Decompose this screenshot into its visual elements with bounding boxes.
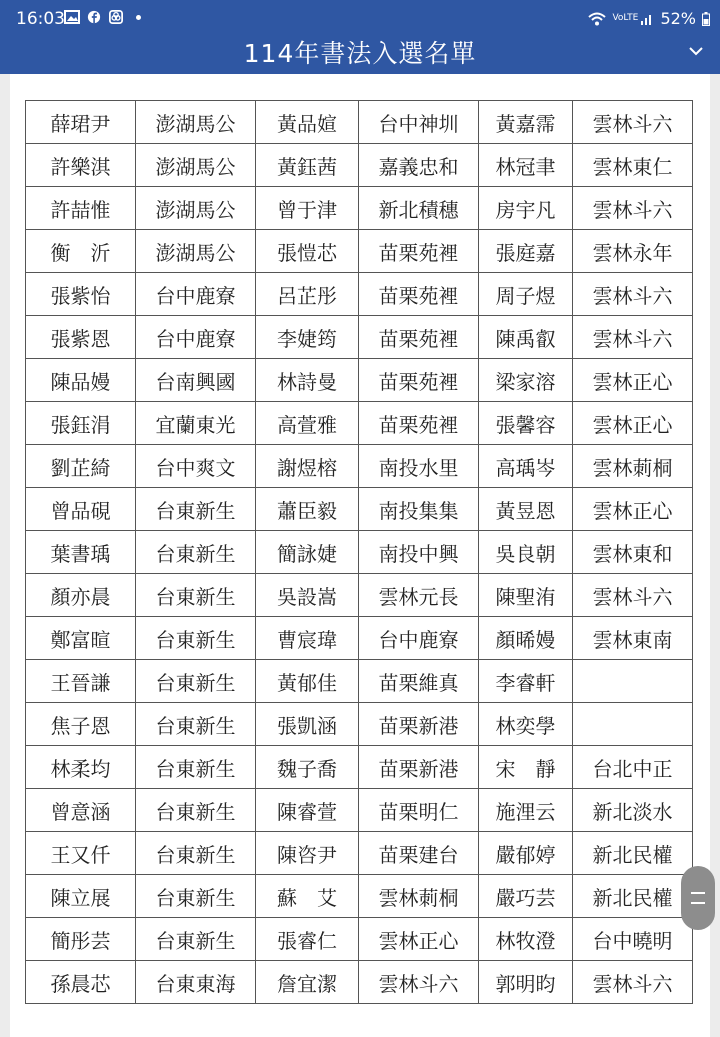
student-name-cell: 謝煜榕 (256, 445, 359, 488)
table-row (26, 574, 693, 617)
student-name-cell: 曾意涵 (26, 789, 136, 832)
school-region-cell: 台東新生 (136, 703, 256, 746)
student-name-cell: 薛珺尹 (26, 101, 136, 144)
student-name-cell: 李婕筠 (256, 316, 359, 359)
student-name-cell: 林詩曼 (256, 359, 359, 402)
student-name-cell: 吳設嵩 (256, 574, 359, 617)
student-name-cell: 梁家溶 (479, 359, 573, 402)
school-region-cell: 台東新生 (136, 875, 256, 918)
student-name-cell: 陳聖洧 (479, 574, 573, 617)
student-name-cell: 王晉謙 (26, 660, 136, 703)
table-row (26, 617, 693, 660)
student-name-cell: 焦子恩 (26, 703, 136, 746)
scroll-handle[interactable] (681, 866, 715, 930)
student-name-cell: 許喆惟 (26, 187, 136, 230)
student-name-cell: 陳睿萱 (256, 789, 359, 832)
school-region-cell: 澎湖馬公 (136, 230, 256, 273)
student-name-cell: 吳良朝 (479, 531, 573, 574)
student-name-cell: 黃郁佳 (256, 660, 359, 703)
student-name-cell: 林冠聿 (479, 144, 573, 187)
table-row (26, 359, 693, 402)
student-name-cell: 陳咨尹 (256, 832, 359, 875)
school-region-cell: 苗栗苑裡 (359, 402, 479, 445)
student-name-cell: 許樂淇 (26, 144, 136, 187)
student-name-cell: 簡彤芸 (26, 918, 136, 961)
school-region-cell: 台中鹿寮 (136, 316, 256, 359)
school-region-cell: 雲林正心 (573, 488, 693, 531)
student-name-cell: 呂芷彤 (256, 273, 359, 316)
school-region-cell: 台東新生 (136, 574, 256, 617)
table-row (26, 660, 693, 703)
school-region-cell: 雲林莿桐 (573, 445, 693, 488)
student-name-cell: 李睿軒 (479, 660, 573, 703)
school-region-cell: 南投水里 (359, 445, 479, 488)
student-name-cell: 鄭富暄 (26, 617, 136, 660)
school-region-cell: 台東新生 (136, 488, 256, 531)
notification-icons (64, 10, 141, 24)
table-row (26, 875, 693, 918)
table-row (26, 832, 693, 875)
school-region-cell: 雲林斗六 (573, 316, 693, 359)
school-region-cell: 雲林東和 (573, 531, 693, 574)
student-name-cell: 張愷芯 (256, 230, 359, 273)
school-region-cell (573, 703, 693, 746)
school-region-cell: 苗栗維真 (359, 660, 479, 703)
school-region-cell: 宜蘭東光 (136, 402, 256, 445)
school-region-cell: 台中鹿寮 (136, 273, 256, 316)
student-name-cell: 蘇 艾 (256, 875, 359, 918)
student-name-cell: 曾于津 (256, 187, 359, 230)
school-region-cell: 台東新生 (136, 617, 256, 660)
school-region-cell: 雲林東南 (573, 617, 693, 660)
school-region-cell: 澎湖馬公 (136, 101, 256, 144)
table-row (26, 144, 693, 187)
student-name-cell: 陳禹叡 (479, 316, 573, 359)
student-name-cell: 曾品硯 (26, 488, 136, 531)
school-region-cell: 台中鹿寮 (359, 617, 479, 660)
student-name-cell: 張鈺涓 (26, 402, 136, 445)
student-name-cell: 嚴郁婷 (479, 832, 573, 875)
chevron-down-icon[interactable] (688, 44, 704, 58)
school-region-cell: 台東新生 (136, 789, 256, 832)
student-name-cell: 郭明昀 (479, 961, 573, 1004)
school-region-cell: 苗栗新港 (359, 703, 479, 746)
school-region-cell: 台東新生 (136, 746, 256, 789)
school-region-cell: 新北淡水 (573, 789, 693, 832)
student-name-cell: 孫晨芯 (26, 961, 136, 1004)
table-row (26, 316, 693, 359)
school-region-cell: 南投中興 (359, 531, 479, 574)
table-row (26, 445, 693, 488)
signal-icon (640, 12, 654, 26)
student-name-cell: 顏亦晨 (26, 574, 136, 617)
school-region-cell: 雲林正心 (359, 918, 479, 961)
school-region-cell: 苗栗苑裡 (359, 359, 479, 402)
school-region-cell: 雲林斗六 (573, 187, 693, 230)
school-region-cell: 台東新生 (136, 918, 256, 961)
table-row (26, 703, 693, 746)
battery-percent: 52% (660, 9, 696, 28)
page-title: 114年書法入選名單 (243, 39, 477, 68)
student-name-cell: 陳品嫚 (26, 359, 136, 402)
school-region-cell: 台東新生 (136, 832, 256, 875)
status-bar (0, 0, 720, 36)
school-region-cell: 雲林斗六 (573, 961, 693, 1004)
student-name-cell: 張紫怡 (26, 273, 136, 316)
facebook-icon (86, 10, 102, 24)
gallery-icon (64, 10, 80, 24)
student-name-cell: 高萱雅 (256, 402, 359, 445)
student-name-cell: 葉書瑀 (26, 531, 136, 574)
student-name-cell: 宋 靜 (479, 746, 573, 789)
student-name-cell: 周子煜 (479, 273, 573, 316)
school-region-cell (573, 660, 693, 703)
table-row (26, 789, 693, 832)
school-region-cell: 雲林元長 (359, 574, 479, 617)
student-name-cell: 張睿仁 (256, 918, 359, 961)
table-row (26, 101, 693, 144)
awardee-table (25, 100, 693, 1004)
student-name-cell: 張庭嘉 (479, 230, 573, 273)
school-region-cell: 台中爽文 (136, 445, 256, 488)
student-name-cell: 張凱涵 (256, 703, 359, 746)
student-name-cell: 劉芷綺 (26, 445, 136, 488)
school-region-cell: 新北民權 (573, 875, 693, 918)
school-region-cell: 台中神圳 (359, 101, 479, 144)
student-name-cell: 林柔均 (26, 746, 136, 789)
table-row (26, 273, 693, 316)
student-name-cell: 林牧澄 (479, 918, 573, 961)
table-row (26, 961, 693, 1004)
wifi-icon (588, 12, 606, 26)
student-name-cell: 王又仟 (26, 832, 136, 875)
school-region-cell: 雲林斗六 (573, 101, 693, 144)
student-name-cell: 張紫恩 (26, 316, 136, 359)
school-region-cell: 台東東海 (136, 961, 256, 1004)
school-region-cell: 澎湖馬公 (136, 144, 256, 187)
school-region-cell: 苗栗新港 (359, 746, 479, 789)
student-name-cell: 林奕學 (479, 703, 573, 746)
more-notifications-dot (136, 15, 141, 20)
table-row (26, 402, 693, 445)
school-region-cell: 苗栗苑裡 (359, 230, 479, 273)
student-name-cell: 蕭臣毅 (256, 488, 359, 531)
table-row (26, 230, 693, 273)
school-region-cell: 台南興國 (136, 359, 256, 402)
app-icon (108, 10, 124, 24)
table-row (26, 187, 693, 230)
student-name-cell: 黃昱恩 (479, 488, 573, 531)
student-name-cell: 房宇凡 (479, 187, 573, 230)
handle-line (691, 892, 705, 894)
app-header (0, 0, 720, 74)
school-region-cell: 新北積穗 (359, 187, 479, 230)
table-row (26, 918, 693, 961)
student-name-cell: 簡詠婕 (256, 531, 359, 574)
school-region-cell: 嘉義忠和 (359, 144, 479, 187)
system-indicators (588, 9, 710, 28)
school-region-cell: 雲林斗六 (359, 961, 479, 1004)
school-region-cell: 雲林正心 (573, 359, 693, 402)
battery-icon (702, 12, 710, 26)
student-name-cell: 衡 沂 (26, 230, 136, 273)
school-region-cell: 雲林正心 (573, 402, 693, 445)
student-name-cell: 黃鈺茜 (256, 144, 359, 187)
school-region-cell: 苗栗苑裡 (359, 273, 479, 316)
table-row (26, 488, 693, 531)
school-region-cell: 苗栗苑裡 (359, 316, 479, 359)
school-region-cell: 雲林東仁 (573, 144, 693, 187)
school-region-cell: 台北中正 (573, 746, 693, 789)
network-type-label: VoLTE (612, 13, 639, 23)
student-name-cell: 黃嘉霈 (479, 101, 573, 144)
school-region-cell: 台東新生 (136, 531, 256, 574)
school-region-cell: 澎湖馬公 (136, 187, 256, 230)
student-name-cell: 高瑀岑 (479, 445, 573, 488)
student-name-cell: 張馨容 (479, 402, 573, 445)
student-name-cell: 施浬云 (479, 789, 573, 832)
handle-line (691, 902, 705, 904)
status-time: 16:03 (16, 9, 65, 29)
school-region-cell: 南投集集 (359, 488, 479, 531)
school-region-cell: 苗栗建台 (359, 832, 479, 875)
student-name-cell: 詹宜潔 (256, 961, 359, 1004)
school-region-cell: 新北民權 (573, 832, 693, 875)
student-name-cell: 魏子喬 (256, 746, 359, 789)
student-name-cell: 陳立展 (26, 875, 136, 918)
student-name-cell: 曹宸瑋 (256, 617, 359, 660)
school-region-cell: 雲林永年 (573, 230, 693, 273)
student-name-cell: 顏晞嫚 (479, 617, 573, 660)
school-region-cell: 雲林斗六 (573, 574, 693, 617)
student-name-cell: 嚴巧芸 (479, 875, 573, 918)
school-region-cell: 台中曉明 (573, 918, 693, 961)
school-region-cell: 雲林莿桐 (359, 875, 479, 918)
school-region-cell: 台東新生 (136, 660, 256, 703)
table-row (26, 746, 693, 789)
school-region-cell: 苗栗明仁 (359, 789, 479, 832)
student-name-cell: 黃品媗 (256, 101, 359, 144)
school-region-cell: 雲林斗六 (573, 273, 693, 316)
table-row (26, 531, 693, 574)
